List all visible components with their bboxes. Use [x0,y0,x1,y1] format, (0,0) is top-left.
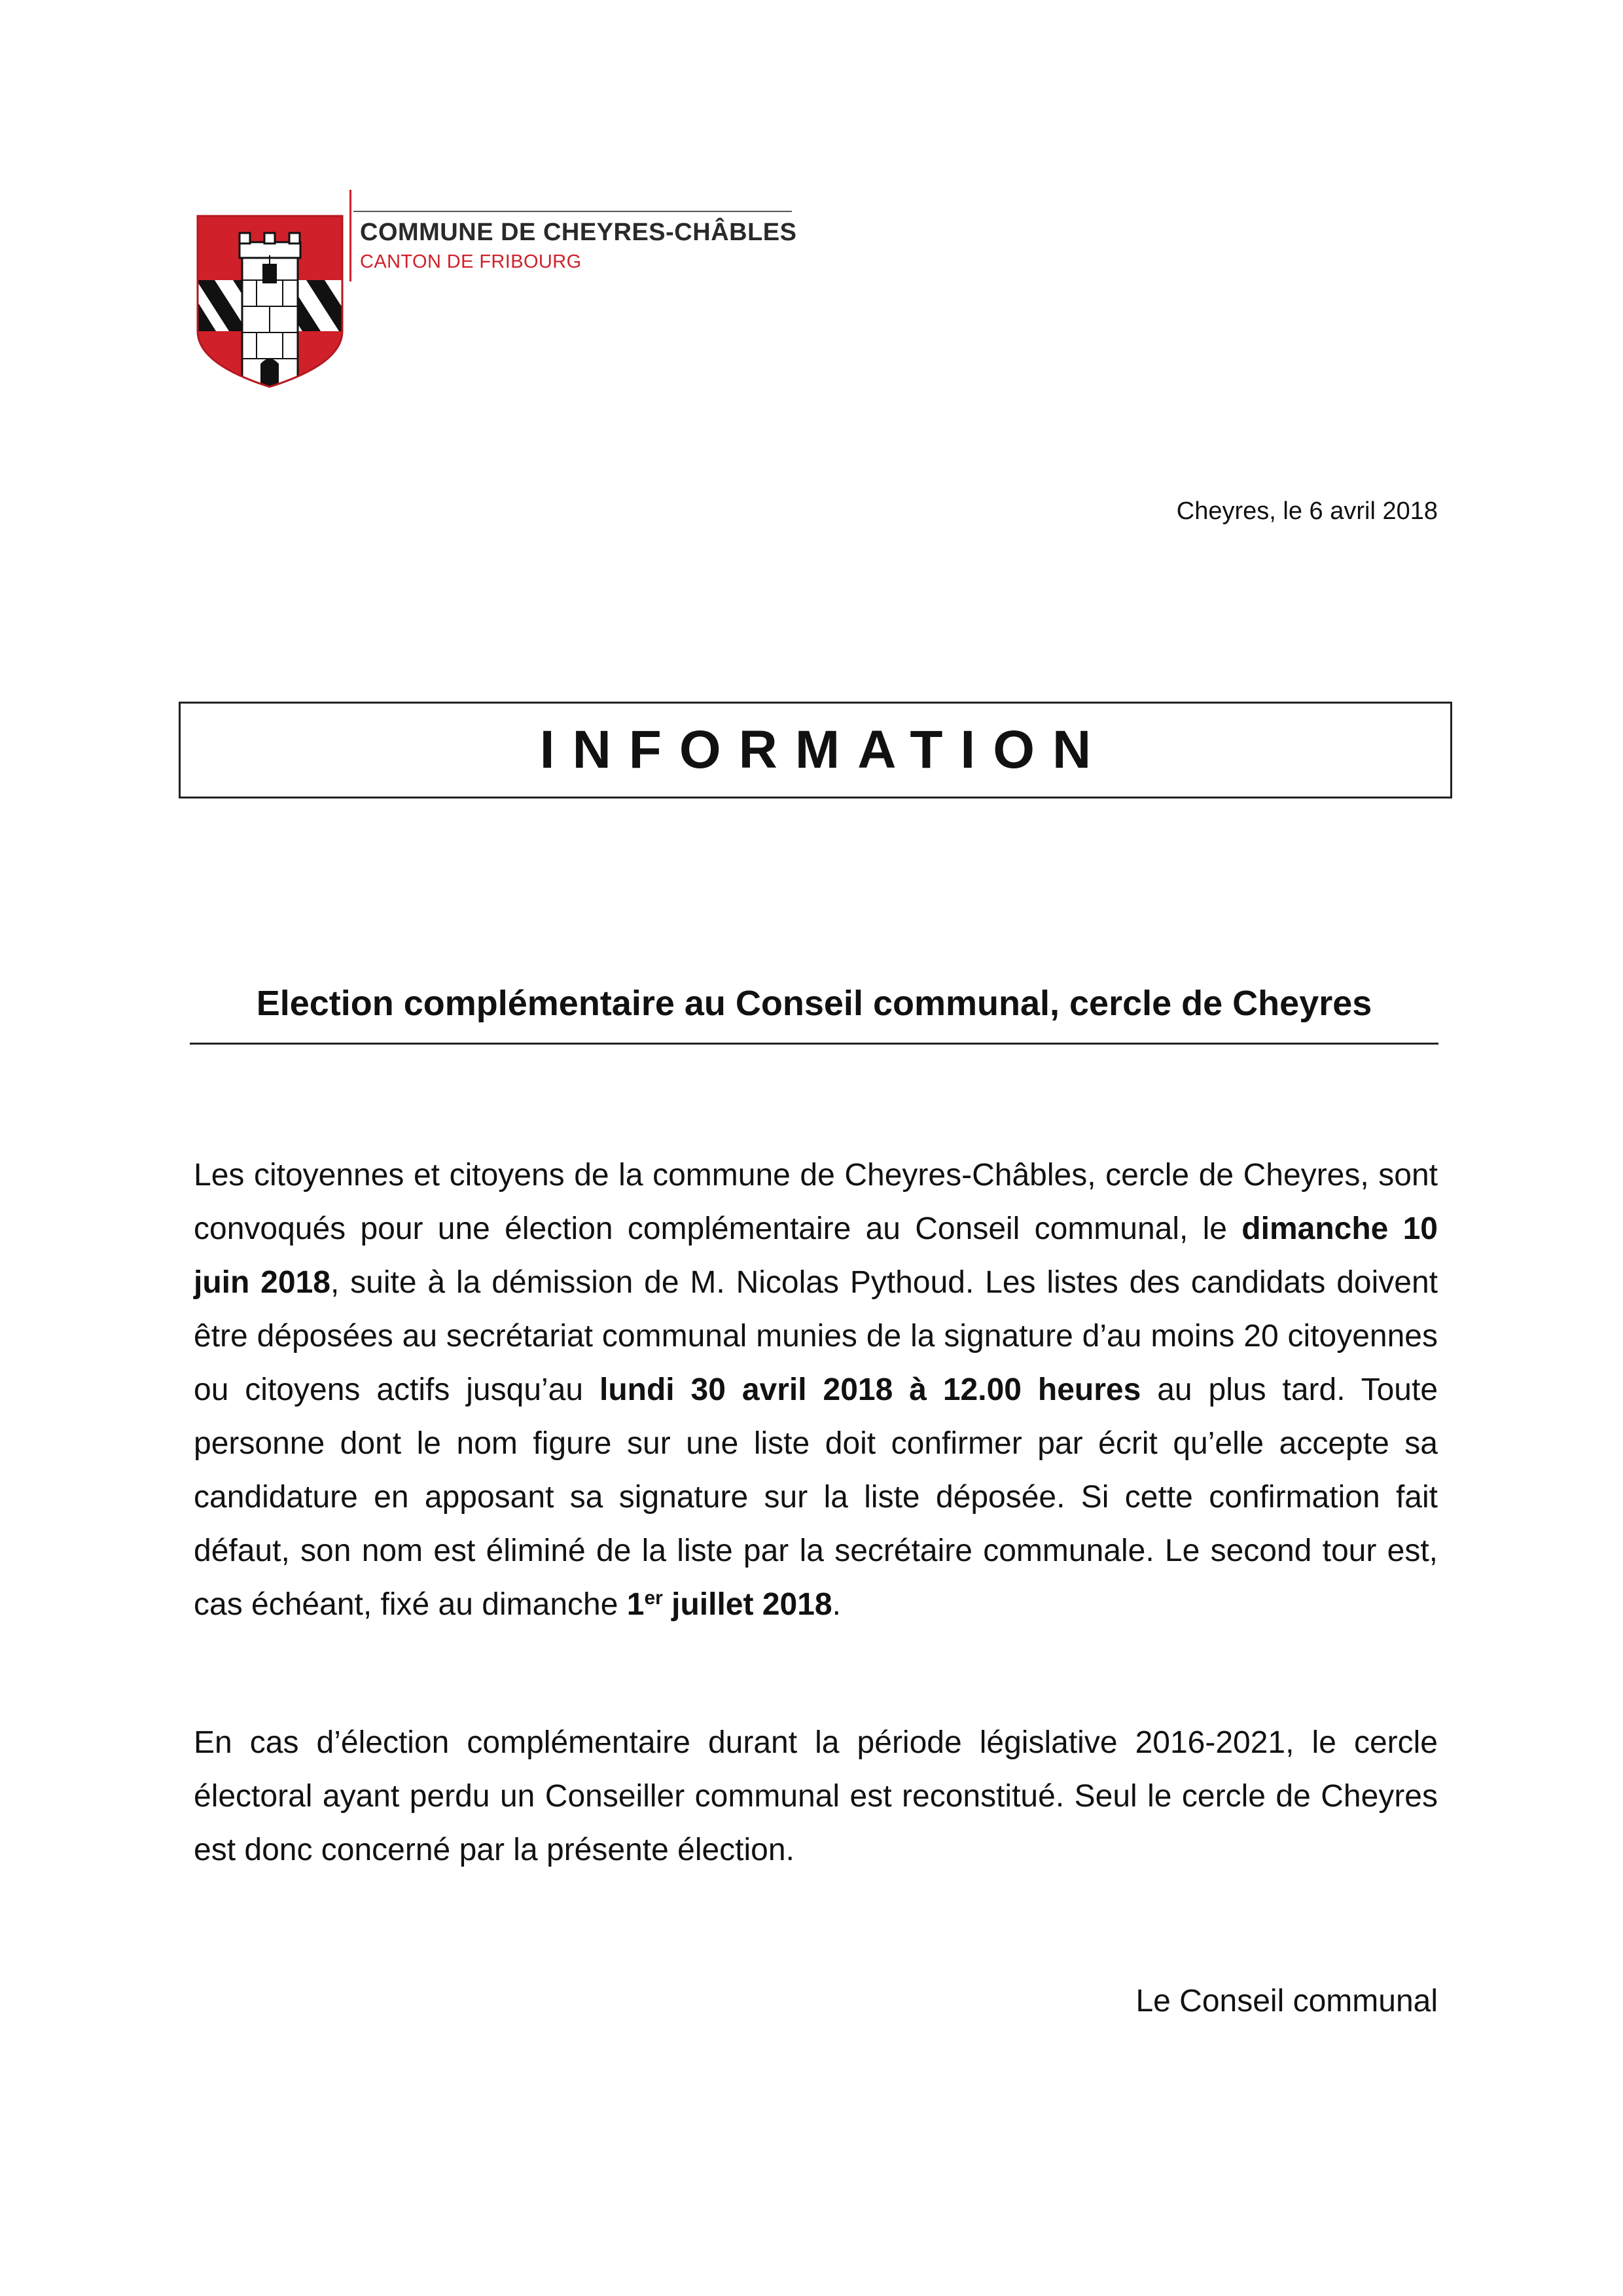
paragraph-text: Les citoyennes et citoyens de la commune de Cheyres-Châbles, cercle de Cheyres, sont convoqués pour une élection complémentaire au Conseil communal, le [194,1158,1438,1246]
date-line: Cheyres, le 6 avril 2018 [1176,497,1438,525]
subject-underline [190,1043,1438,1045]
coat-of-arms-tower-icon [196,215,344,388]
second-round-month: juillet 2018 [662,1587,832,1622]
paragraph-text: au plus tard. Toute personne dont le nom figure sur une liste doit confirmer par écrit qu’elle accepte sa candidature en apposant sa signature sur la liste déposée. Si cette confirmation fait défaut, son nom est éliminé de la liste par la secrétaire communale. Le second tour est, cas échéant, fixé au dimanche [194,1372,1438,1622]
information-box [179,702,1452,798]
paragraph-text: . [832,1587,841,1622]
letterhead-horizontal-rule [353,211,792,212]
ordinal-suffix: er [644,1587,663,1609]
paragraph-text: , suite à la démission de M. Nicolas Pythoud. Les listes des candidats doivent être déposées au secrétariat communal munies de la signature d’au moins 20 citoyennes ou citoyens actifs jusqu’au [194,1265,1438,1407]
information-title: INFORMATION [539,720,1109,780]
canton-name: CANTON DE FRIBOURG [360,251,582,272]
signature: Le Conseil communal [1135,1984,1438,2018]
letterhead [196,190,797,393]
election-date: dimanche 10 juin 2018 [194,1211,1438,1300]
deadline-date: lundi 30 avril 2018 à 12.00 heures [599,1372,1141,1407]
body-paragraph-1 [194,1149,1438,1632]
commune-name: COMMUNE DE CHEYRES-CHÂBLES [360,219,797,246]
subject-heading: Election complémentaire au Conseil communal, cercle de Cheyres [256,984,1372,1023]
second-round-day: 1 [626,1587,645,1622]
letterhead-vertical-rule [349,190,351,281]
body-paragraph-2: En cas d’élection complémentaire durant la période législative 2016-2021, le cercle électoral ayant perdu un Conseiller communal est reconstitué. Seul le cercle de Cheyres est donc concerné par la présente élection. [194,1725,1438,1867]
second-round-date [627,1587,832,1622]
